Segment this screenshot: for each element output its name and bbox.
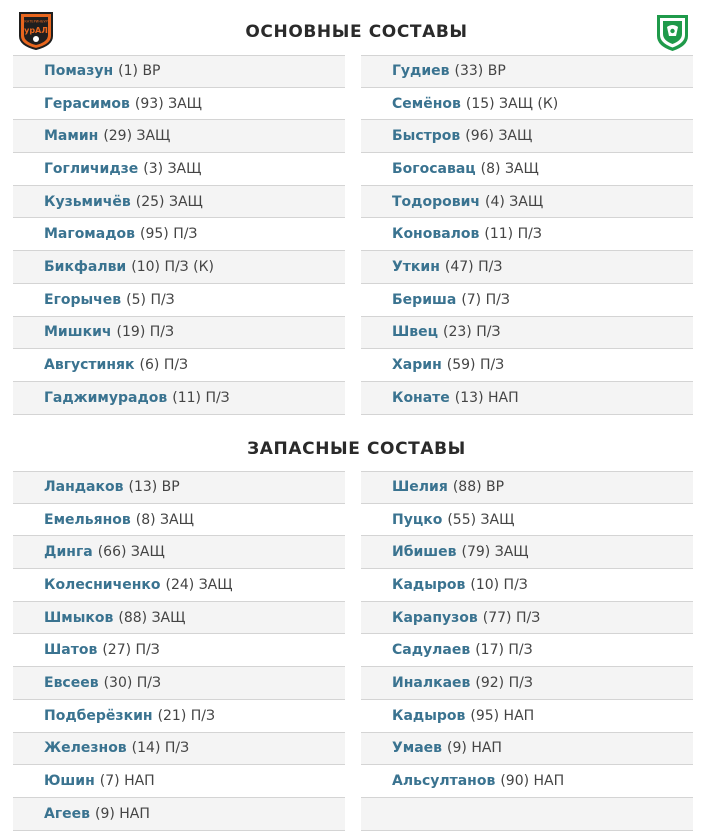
player-row: [361, 634, 693, 667]
player-name[interactable]: Кузьмичёв: [44, 193, 131, 210]
player-name[interactable]: Уткин: [392, 258, 440, 275]
player-name[interactable]: Шатов: [44, 642, 98, 659]
player-number-position: (95) НАП: [470, 707, 535, 724]
home-substitutes-list: [13, 471, 345, 831]
player-number-position: (29) ЗАЩ: [103, 128, 171, 145]
player-name[interactable]: Егорычев: [44, 291, 122, 308]
home-logo-text: урАЛ: [24, 26, 48, 35]
player-row: [361, 349, 693, 382]
player-row: [13, 218, 345, 251]
player-row: [13, 504, 345, 537]
player-row: [13, 536, 345, 569]
player-name[interactable]: Умаев: [392, 740, 443, 757]
player-name[interactable]: Бериша: [392, 291, 457, 308]
player-name[interactable]: Кадыров: [392, 576, 466, 593]
player-row: [361, 602, 693, 635]
player-name[interactable]: Швец: [392, 324, 439, 341]
player-name[interactable]: Кадыров: [392, 707, 466, 724]
player-number-position: (7) НАП: [99, 773, 155, 790]
player-name[interactable]: Пуцко: [392, 511, 443, 528]
player-name[interactable]: Мишкич: [44, 324, 112, 341]
player-row: [13, 382, 345, 415]
player-row: [13, 55, 345, 88]
player-name[interactable]: Агеев: [44, 805, 90, 822]
player-name[interactable]: Быстров: [392, 128, 461, 145]
player-number-position: (17) П/З: [475, 642, 533, 659]
player-row: [361, 251, 693, 284]
player-row: [13, 733, 345, 766]
player-name[interactable]: Динга: [44, 544, 93, 561]
player-name[interactable]: Ибишев: [392, 544, 457, 561]
player-number-position: (9) НАП: [95, 805, 150, 822]
player-name[interactable]: Августиняк: [44, 357, 135, 374]
player-number-position: (11) П/З: [172, 389, 230, 406]
player-name[interactable]: Ландаков: [44, 479, 124, 496]
player-row: [13, 634, 345, 667]
player-name[interactable]: Альсултанов: [392, 773, 496, 790]
player-row: [361, 88, 693, 121]
player-number-position: (77) П/З: [482, 609, 541, 626]
player-number-position: (13) ВР: [128, 479, 180, 496]
player-row: [13, 251, 345, 284]
player-number-position: (4) ЗАЩ: [485, 193, 544, 210]
player-number-position: (19) П/З: [116, 324, 174, 341]
player-number-position: (90) НАП: [500, 773, 565, 790]
player-number-position: (33) ВР: [454, 63, 506, 80]
player-number-position: (92) П/З: [475, 674, 533, 691]
player-row: [361, 153, 693, 186]
player-row: [13, 349, 345, 382]
player-number-position: (15) ЗАЩ (К): [465, 95, 559, 112]
player-name[interactable]: Евсеев: [44, 674, 99, 691]
player-number-position: (6) П/З: [139, 357, 189, 374]
player-number-position: (8) ЗАЩ: [480, 160, 539, 177]
player-number-position: (88) ЗАЩ: [118, 609, 186, 626]
player-row: [13, 120, 345, 153]
player-number-position: (23) П/З: [443, 324, 501, 341]
player-number-position: (95) П/З: [140, 226, 198, 243]
player-name[interactable]: Коновалов: [392, 226, 480, 243]
player-name[interactable]: Конате: [392, 389, 450, 406]
player-row: [361, 733, 693, 766]
player-row: [13, 602, 345, 635]
player-number-position: (55) ЗАЩ: [447, 511, 515, 528]
player-number-position: (7) П/З: [461, 291, 510, 308]
player-row: [13, 700, 345, 733]
player-name[interactable]: Помазун: [44, 63, 114, 80]
player-name[interactable]: Карапузов: [392, 609, 478, 626]
player-name[interactable]: Тодорович: [392, 193, 481, 210]
player-row: [13, 153, 345, 186]
player-name[interactable]: Железнов: [44, 740, 127, 757]
player-name[interactable]: Гогличидзе: [44, 160, 139, 177]
player-number-position: (21) П/З: [157, 707, 215, 724]
player-row: [361, 382, 693, 415]
player-name[interactable]: Харин: [392, 357, 442, 374]
player-number-position: (79) ЗАЩ: [461, 544, 529, 561]
away-team-logo: [654, 12, 691, 52]
player-row: [13, 798, 345, 831]
player-number-position: (9) НАП: [447, 740, 502, 757]
player-number-position: (47) П/З: [444, 258, 503, 275]
player-name[interactable]: Герасимов: [44, 95, 130, 112]
player-row: [361, 284, 693, 317]
player-row: [13, 317, 345, 350]
player-row: [361, 218, 693, 251]
player-row: [361, 471, 693, 504]
player-number-position: (88) ВР: [452, 479, 505, 496]
player-name[interactable]: Юшин: [44, 773, 95, 790]
player-number-position: (24) ЗАЩ: [165, 576, 233, 593]
player-row: [13, 284, 345, 317]
player-name[interactable]: Мамин: [44, 128, 99, 145]
player-number-position: (11) П/З: [484, 226, 542, 243]
player-row: [361, 667, 693, 700]
player-name[interactable]: Бикфалви: [44, 258, 127, 275]
away-starting-list: [361, 55, 693, 415]
player-name[interactable]: Гаджимурадов: [44, 389, 168, 406]
player-name[interactable]: Семёнов: [392, 95, 461, 112]
player-name[interactable]: Магомадов: [44, 226, 135, 243]
player-number-position: (14) П/З: [131, 740, 190, 757]
player-number-position: (10) П/З: [470, 576, 528, 593]
player-row: [361, 700, 693, 733]
away-substitutes-list: [361, 471, 693, 831]
player-number-position: (1) ВР: [118, 63, 161, 80]
player-row: [13, 88, 345, 121]
starting-lineups-title: ОСНОВНЫЕ СОСТАВЫ: [245, 22, 468, 42]
player-row: [13, 186, 345, 219]
player-number-position: (5) П/З: [126, 291, 175, 308]
player-row: [361, 536, 693, 569]
home-logo-small-text: ЕКАТЕРИНБУРГ: [22, 19, 50, 24]
player-row: [361, 317, 693, 350]
player-name[interactable]: Иналкаев: [392, 674, 471, 691]
player-number-position: (8) ЗАЩ: [135, 511, 194, 528]
player-row: [361, 504, 693, 537]
player-row: [361, 186, 693, 219]
home-starting-list: [13, 55, 345, 415]
player-row: [13, 765, 345, 798]
substitutes-title: ЗАПАСНЫЕ СОСТАВЫ: [247, 439, 466, 459]
empty-row: [361, 798, 693, 831]
player-name[interactable]: Подберёзкин: [44, 707, 153, 724]
player-row: [361, 569, 693, 602]
player-row: [361, 120, 693, 153]
player-name[interactable]: Садулаев: [392, 642, 471, 659]
player-name[interactable]: Богосавац: [392, 160, 476, 177]
player-number-position: (27) П/З: [102, 642, 160, 659]
player-row: [361, 765, 693, 798]
player-row: [361, 55, 693, 88]
player-number-position: (96) ЗАЩ: [465, 128, 533, 145]
player-number-position: (66) ЗАЩ: [97, 544, 165, 561]
player-number-position: (13) НАП: [454, 389, 519, 406]
player-name[interactable]: Гудиев: [392, 63, 450, 80]
player-name[interactable]: Шмыков: [44, 609, 114, 626]
player-row: [13, 471, 345, 504]
player-number-position: (25) ЗАЩ: [135, 193, 203, 210]
player-name[interactable]: Емельянов: [44, 511, 131, 528]
player-number-position: (3) ЗАЩ: [143, 160, 202, 177]
player-number-position: (10) П/З (К): [131, 258, 214, 275]
player-row: [13, 569, 345, 602]
player-number-position: (59) П/З: [446, 357, 505, 374]
player-name[interactable]: Колесниченко: [44, 576, 161, 593]
player-number-position: (93) ЗАЩ: [134, 95, 202, 112]
player-name[interactable]: Шелия: [392, 479, 448, 496]
player-row: [13, 667, 345, 700]
player-number-position: (30) П/З: [103, 674, 161, 691]
